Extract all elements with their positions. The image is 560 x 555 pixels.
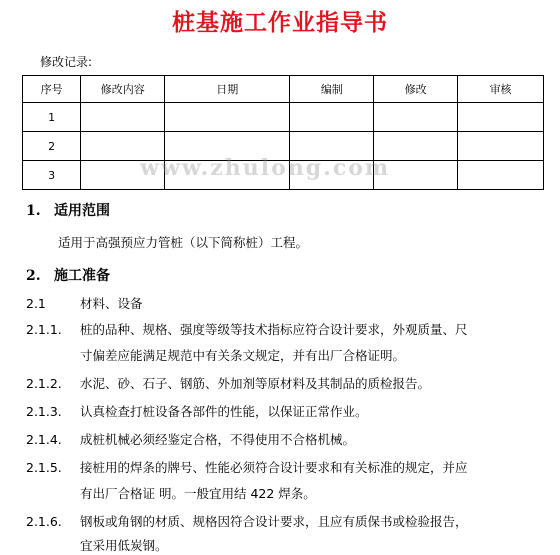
- row-index: 2: [23, 132, 81, 161]
- item-continuation: 宜采用低炭钢。: [80, 538, 168, 553]
- col-header-index: 序号: [23, 76, 81, 103]
- list-item: [26, 294, 143, 312]
- row-index: 1: [23, 103, 81, 132]
- section-1-text: 适用于高强预应力管桩（以下简称桩）工程。: [58, 235, 309, 250]
- revision-table-header: [23, 76, 544, 103]
- item-number: 2.1.1.: [26, 322, 62, 337]
- revision-record-label: 修改记录:: [40, 55, 93, 69]
- item-number: 2.1.6.: [26, 514, 62, 529]
- item-number: 2.1.5.: [26, 460, 62, 475]
- item-text: 桩的品种、规格、强度等级等技术指标应符合设计要求，外观质量、尺: [80, 322, 468, 337]
- item-text: 认真检查打桩设备各部件的性能，以保证正常作业。: [80, 404, 368, 419]
- section-1-heading: [26, 200, 110, 220]
- item-text: 材料、设备: [80, 296, 143, 311]
- col-header-revise: 修改: [374, 76, 458, 103]
- list-item: [26, 320, 468, 338]
- item-text: 水泥、砂、石子、钢筋、外加剂等原材料及其制品的质检报告。: [80, 376, 431, 391]
- list-item: [26, 402, 368, 420]
- item-continuation: 有出厂合格证 明。一般宜用结 422 焊条。: [80, 486, 316, 501]
- list-item: [26, 374, 430, 392]
- item-number: 2.1: [26, 296, 46, 311]
- document-title: 桩基施工作业指导书: [172, 9, 388, 36]
- section-title: 施工准备: [54, 268, 110, 284]
- table-row: [23, 103, 544, 132]
- col-header-author: 编制: [290, 76, 374, 103]
- item-text: 钢板或角钢的材质、规格因符合设计要求，且应有质保书或检验报告，: [80, 514, 468, 529]
- item-number: 2.1.4.: [26, 432, 62, 447]
- item-continuation: 寸偏差应能满足规范中有关条文规定，并有出厂合格证明。: [80, 348, 406, 363]
- section-number: 1.: [26, 203, 41, 219]
- section-number: 2.: [26, 268, 41, 284]
- row-index: 3: [23, 161, 81, 190]
- item-text: 成桩机械必须经鉴定合格，不得使用不合格机械。: [80, 432, 356, 447]
- list-item: [26, 458, 468, 476]
- col-header-content: 修改内容: [81, 76, 165, 103]
- item-number: 2.1.3.: [26, 404, 62, 419]
- section-title: 适用范围: [54, 203, 110, 219]
- item-text: 接桩用的焊条的牌号、性能必须符合设计要求和有关标准的规定，并应: [80, 460, 468, 475]
- col-header-date: 日期: [165, 76, 290, 103]
- col-header-review: 审核: [458, 76, 544, 103]
- item-number: 2.1.2.: [26, 376, 62, 391]
- watermark: www.zhulong.com: [140, 155, 391, 181]
- list-item: [26, 512, 468, 530]
- list-item: [26, 430, 355, 448]
- section-2-heading: [26, 265, 110, 285]
